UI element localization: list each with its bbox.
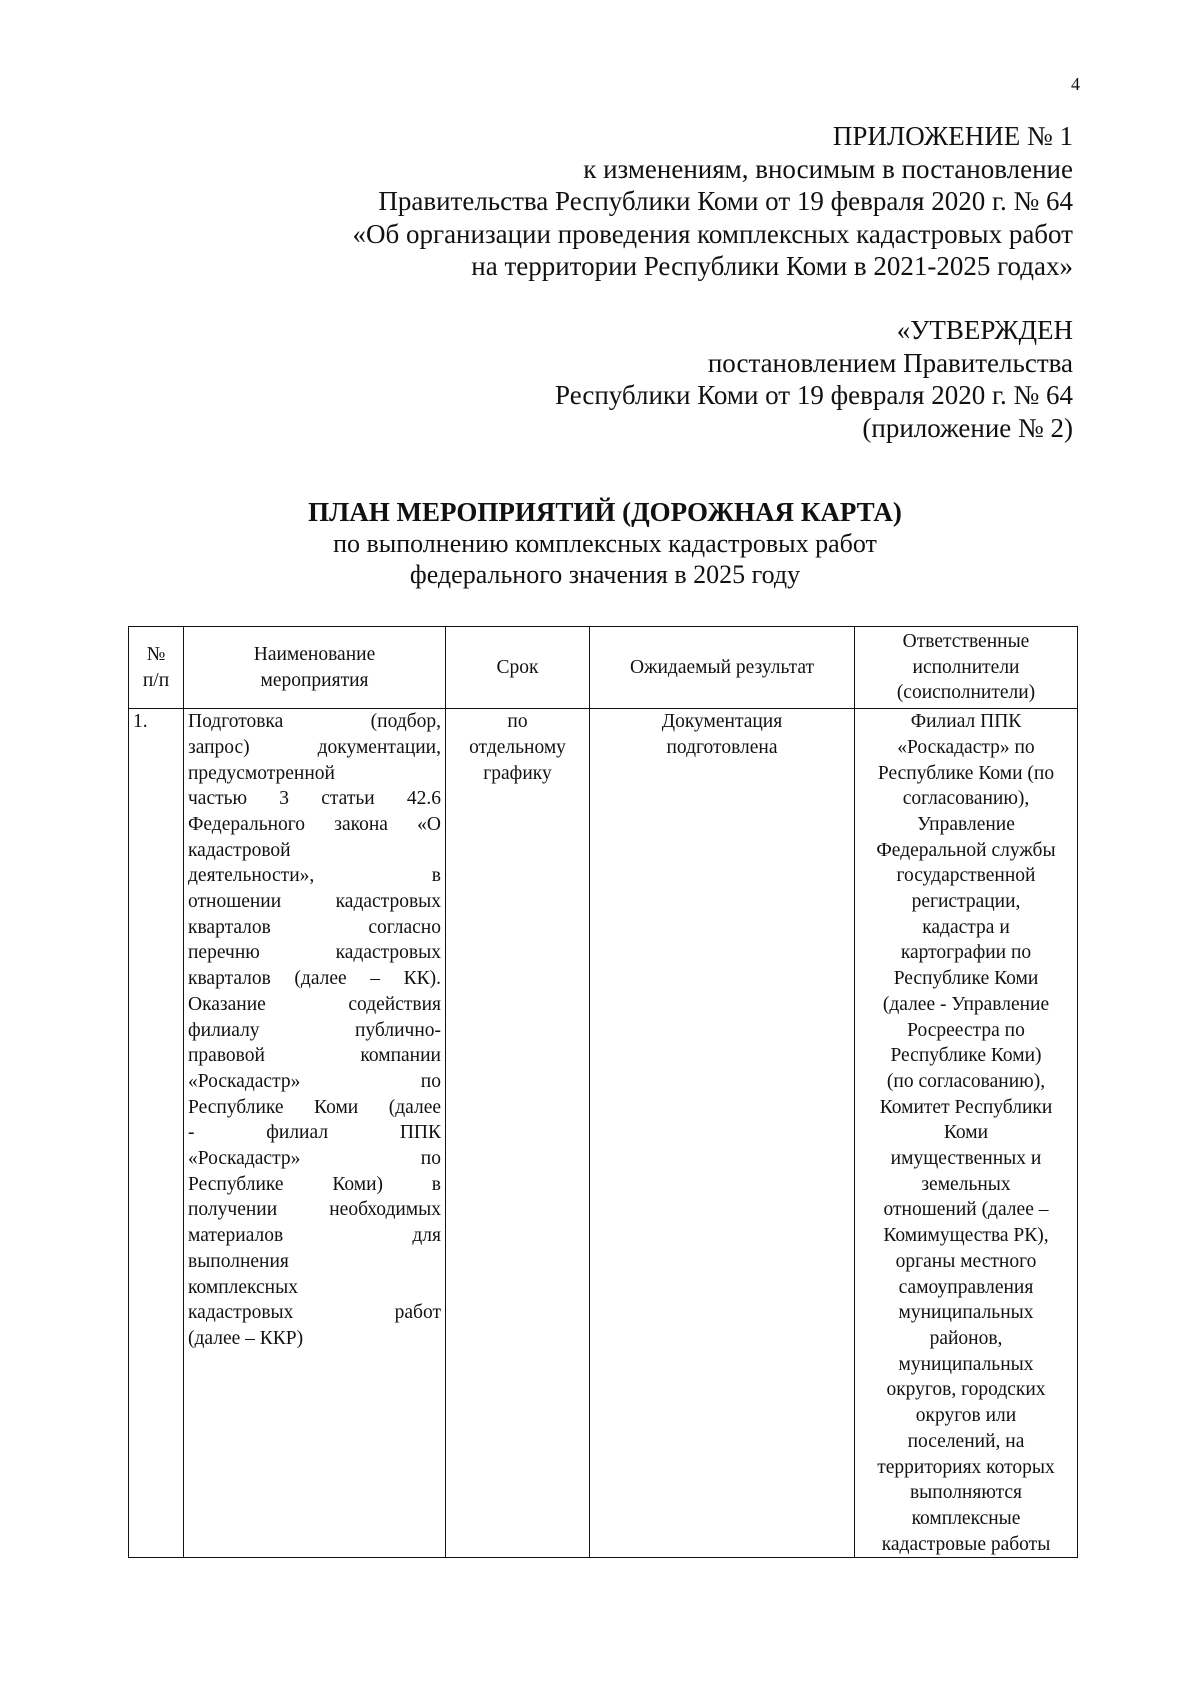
executor-line: округов или xyxy=(915,1405,1017,1427)
activity-line: кварталов (далее – КК). xyxy=(188,968,441,990)
executor-line: самоуправления xyxy=(898,1276,1034,1298)
appendix-line: Правительства Республики Коми от 19 февраля 2020 г. № 64 xyxy=(378,186,1073,216)
executor-line: согласованию), xyxy=(902,788,1030,810)
executor-line: Коми xyxy=(943,1122,989,1144)
activity-line: Оказание содействия xyxy=(188,993,441,1015)
executor-line: Федеральной службы xyxy=(876,839,1056,861)
appendix-line: к изменениям, вносимым в постановление xyxy=(583,153,1073,184)
activity-line: перечню кадастровых xyxy=(188,942,441,964)
activity-line: филиалу публично- xyxy=(188,1019,441,1041)
table-row xyxy=(129,709,1078,1558)
row-activity-name xyxy=(184,709,446,1558)
term-line: графику xyxy=(483,762,552,784)
executor-line: земельных xyxy=(921,1173,1011,1195)
executor-line: территориях которых xyxy=(877,1456,1055,1478)
executor-line: поселений, на xyxy=(907,1430,1025,1452)
approved-line: постановлением Правительства xyxy=(707,347,1073,378)
document-subtitle: по выполнению комплексных кадастровых работ xyxy=(333,529,877,558)
executor-line: выполняются xyxy=(909,1482,1023,1504)
appendix-line: ПРИЛОЖЕНИЕ № 1 xyxy=(832,121,1073,151)
executor-line: органы местного xyxy=(895,1250,1037,1272)
header-term xyxy=(446,627,590,709)
result-line: Документация xyxy=(661,711,783,733)
executor-line: кадастра и xyxy=(922,916,1010,938)
activity-line: предусмотренной xyxy=(188,762,335,784)
header-text: Срок xyxy=(496,656,539,678)
header-text: Ответственные xyxy=(902,631,1030,652)
plan-table xyxy=(128,626,1078,1558)
header-text: Ожидаемый результат xyxy=(629,656,815,678)
header-number xyxy=(129,627,184,709)
activity-line: «Роскадастр» по xyxy=(188,1070,441,1092)
activity-line: - филиал ППК xyxy=(188,1122,441,1144)
executor-line: регистрации, xyxy=(911,891,1021,913)
activity-line: материалов для xyxy=(188,1225,441,1247)
activity-line: частью 3 статьи 42.6 xyxy=(188,788,441,810)
executor-line: комплексные xyxy=(911,1507,1021,1529)
activity-line: комплексных xyxy=(188,1276,298,1298)
executor-line: Республике Коми (по xyxy=(877,762,1055,784)
executor-line: государственной xyxy=(896,865,1036,887)
executor-line: Республике Коми xyxy=(893,968,1039,990)
executor-line: Управление xyxy=(917,813,1015,835)
approved-line: (приложение № 2) xyxy=(862,412,1073,443)
executor-line: муниципальных xyxy=(898,1302,1034,1324)
document-subtitle: федерального значения в 2025 году xyxy=(409,560,801,589)
appendix-line: «Об организации проведения комплексных кадастровых работ xyxy=(352,218,1073,249)
executor-line: Республике Коми) xyxy=(890,1045,1042,1067)
activity-line: кварталов согласно xyxy=(188,916,441,938)
document-title-block xyxy=(0,497,1200,590)
executor-line: муниципальных xyxy=(898,1353,1034,1375)
approved-line: Республики Коми от 19 февраля 2020 г. № 64 xyxy=(555,380,1073,410)
activity-line: отношении кадастровых xyxy=(188,891,441,913)
header-executors xyxy=(855,627,1078,709)
executor-line: имущественных и xyxy=(890,1148,1042,1170)
activity-line: получении необходимых xyxy=(188,1199,441,1221)
result-line: подготовлена xyxy=(666,736,778,758)
executor-line: кадастровые работы xyxy=(881,1533,1051,1555)
appendix-line: на территории Республики Коми в 2021-2025 годах» xyxy=(471,251,1073,281)
executor-line: (далее - Управление xyxy=(882,993,1050,1015)
approved-line: «УТВЕРЖДЕН xyxy=(896,315,1073,345)
term-line: по xyxy=(507,711,528,733)
activity-line: Федерального закона «О xyxy=(188,813,441,835)
executor-line: отношений (далее – xyxy=(883,1199,1049,1221)
executor-line: округов, городских xyxy=(886,1379,1046,1401)
activity-line: деятельности», в xyxy=(188,865,441,887)
activity-line: Республике Коми) в xyxy=(188,1173,441,1195)
row-number: 1. xyxy=(129,709,184,1558)
header-text: № xyxy=(146,643,166,665)
header-result xyxy=(590,627,855,709)
table-header-row xyxy=(129,627,1078,709)
executor-line: Комитет Республики xyxy=(879,1096,1053,1118)
executor-line: Комимущества РК), xyxy=(883,1225,1049,1247)
executor-line: районов, xyxy=(929,1327,1003,1349)
header-text: Наименование xyxy=(253,643,376,665)
page-number: 4 xyxy=(1071,74,1080,94)
activity-line: кадастровой xyxy=(188,839,291,861)
header-text: (соисполнители) xyxy=(896,682,1036,704)
header-text: мероприятия xyxy=(260,669,369,691)
header-text: п/п xyxy=(142,669,170,691)
term-line: отдельному xyxy=(469,736,566,758)
document-title: ПЛАН МЕРОПРИЯТИЙ (ДОРОЖНАЯ КАРТА) xyxy=(308,497,902,527)
executor-line: Росреестра по xyxy=(907,1019,1025,1041)
row-executors xyxy=(855,709,1078,1558)
row-result xyxy=(590,709,855,1558)
executor-line: Филиал ППК xyxy=(910,711,1022,733)
activity-line: кадастровых работ xyxy=(188,1302,441,1324)
row-term xyxy=(446,709,590,1558)
activity-line: Подготовка (подбор, xyxy=(188,711,441,733)
header-text: исполнители xyxy=(912,656,1020,678)
executor-line: «Роскадастр» по xyxy=(897,736,1035,758)
activity-line: запрос) документации, xyxy=(188,736,441,758)
approval-stamp-text xyxy=(173,314,1073,444)
activity-line: «Роскадастр» по xyxy=(188,1148,441,1170)
activity-line: выполнения xyxy=(188,1250,289,1272)
activity-line: (далее – ККР) xyxy=(188,1327,304,1349)
appendix-heading xyxy=(173,120,1073,283)
activity-line: Республике Коми (далее xyxy=(188,1096,441,1118)
executor-line: (по согласованию), xyxy=(886,1070,1046,1092)
activity-line: правовой компании xyxy=(188,1045,441,1067)
header-name xyxy=(184,627,446,709)
executor-line: картографии по xyxy=(900,942,1032,964)
